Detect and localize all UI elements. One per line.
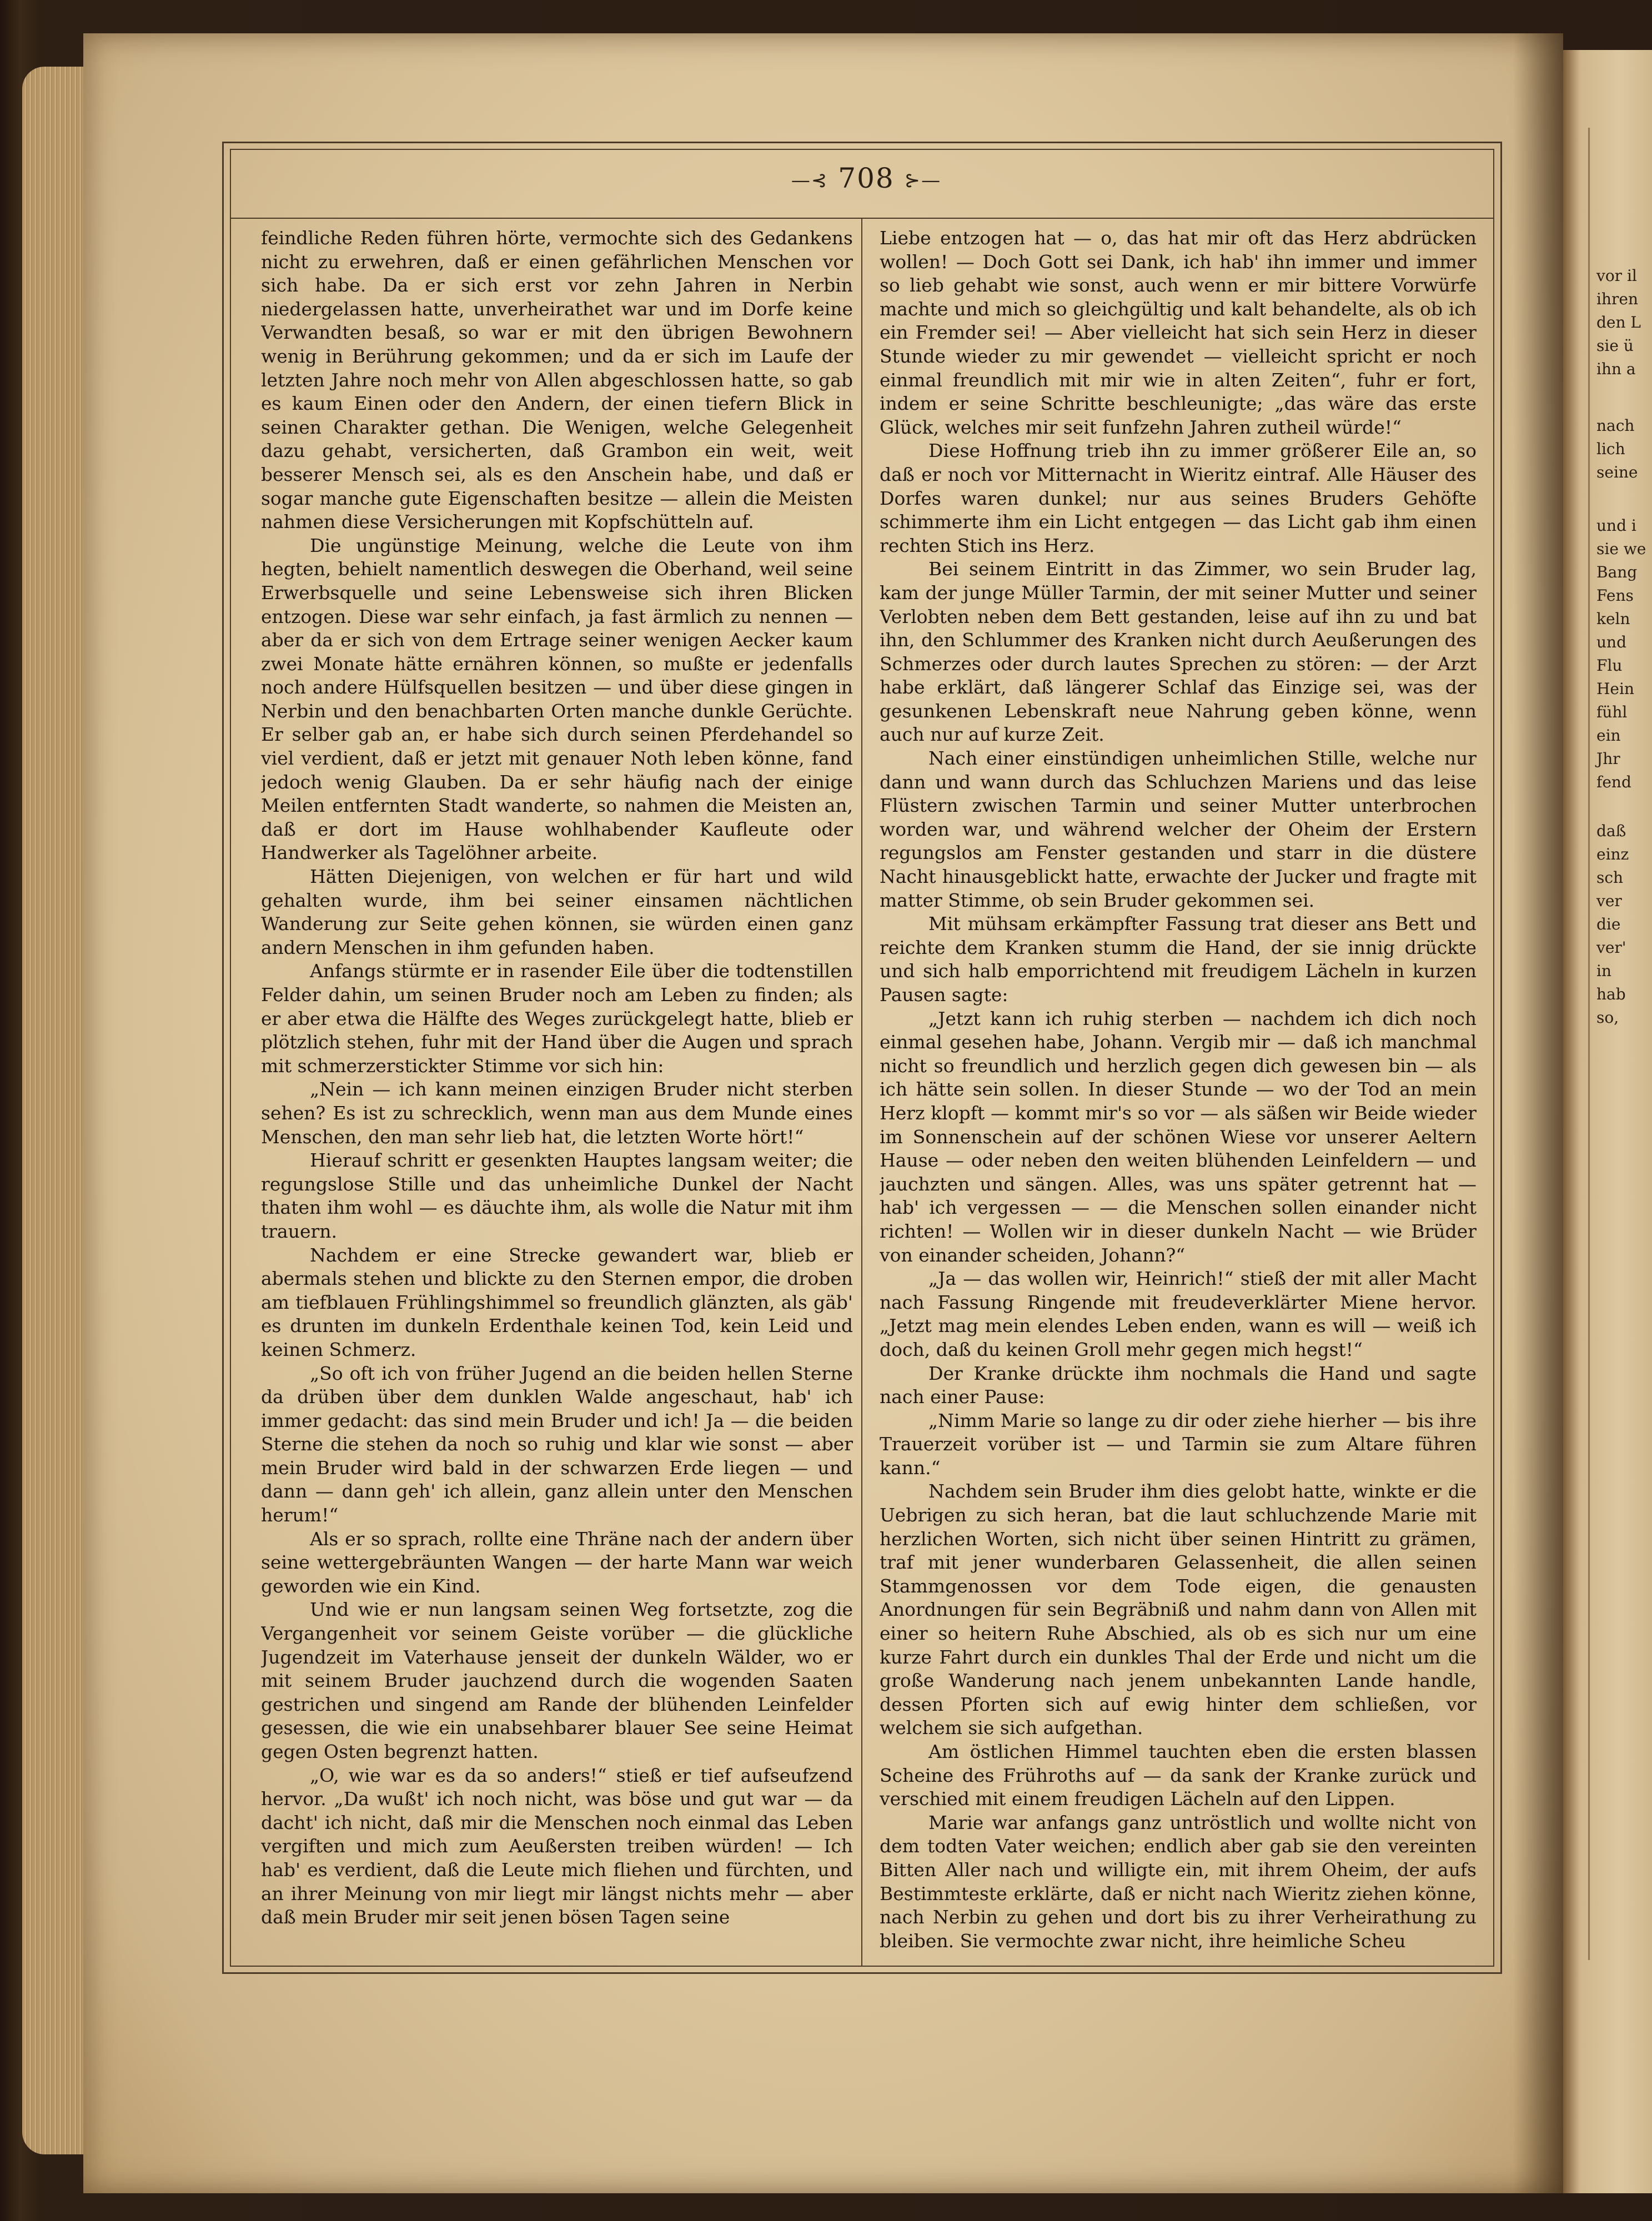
facing-page-fragment: und	[1596, 633, 1626, 651]
facing-page-fragment: sie we	[1596, 540, 1646, 558]
paragraph: Hierauf schritt er gesenkten Hauptes langsam weiter; die regungslose Stille und das unheimliche Dunkel der Nacht thaten ihm wohl — es däuchte ihm, als wolle die Natur mit ihm trauern.	[261, 1149, 853, 1242]
facing-page-fragment: ihren	[1596, 290, 1638, 308]
paragraph: Nachdem er eine Strecke gewandert war, blieb er abermals stehen und blickte zu den Sternen empor, die droben am tiefblauen Frühlingshimmel so freundlich glänzten, als gäb' es drunten im dunkeln Erdenthale keinen Tod, kein Leid und keinen Schmerz.	[261, 1244, 853, 1360]
facing-page-frame	[1588, 128, 1652, 1960]
facing-page-fragment: Hein	[1596, 680, 1634, 698]
paragraph: „So oft ich von früher Jugend an die beiden hellen Sterne da drüben über dem dunklen Walde angeschaut, hab' ich immer gedacht: das sind mein Bruder und ich! Ja — die beiden Sterne die stehen da noch so ruhig und klar wie sonst — aber mein Bruder wird bald in der schwarzen Erde liegen — und dann — dann geh' ich allein, ganz allein unter den Menschen herum!“	[261, 1362, 853, 1526]
facing-page-fragment: in	[1596, 962, 1611, 980]
paragraph: Marie war anfangs ganz untröstlich und wollte nicht von dem todten Vater weichen; endlich aber gab sie den vereinten Bitten Aller nach und willigte ein, mit ihrem Oheim, der aufs Bestimmteste erklärte, daß er nicht nach Wieritz ziehen könne, nach Nerbin zu gehen und dort bis zu ihrer Verheirathung zu bleiben. Sie vermochte zwar nicht, ihre heimliche Scheu	[880, 1811, 1477, 1952]
facing-page-fragment: Bang	[1596, 563, 1638, 581]
facing-page-fragment: die	[1596, 915, 1621, 933]
page-number	[766, 162, 966, 194]
facing-page-fragment: sie ü	[1596, 336, 1634, 355]
paragraph: Als er so sprach, rollte eine Thräne nach der andern über seine wettergebräunten Wangen — der harte Mann war weich geworden wie ein Kind.	[261, 1527, 853, 1597]
left-column	[261, 227, 853, 1962]
paragraph: Liebe entzogen hat — o, das hat mir oft das Herz abdrücken wollen! — Doch Gott sei Dank, ich hab' ihn immer und immer so lieb gehabt wie sonst, auch wenn er mir bittere Vorwürfe machte und mich so gleichgültig und kalt behandelte, als ob ich ein Fremder sei! — Aber vielleicht hat sich sein Herz in dieser Stunde wieder zu mir gewendet — vielleicht spricht er noch einmal freundlich mit mir wie in alten Zeiten“, fuhr er fort, indem er seine Schritte beschleunigte; „das wäre das erste Glück, welches mir seit funfzehn Jahren zutheil würde!“	[880, 227, 1477, 438]
facing-page-fragment: Fens	[1596, 586, 1634, 605]
paragraph: Der Kranke drückte ihm nochmals die Hand und sagte nach einer Pause:	[880, 1362, 1477, 1408]
facing-page-fragment: ein	[1596, 726, 1621, 745]
column-divider	[861, 218, 862, 1967]
facing-page-fragment: Jhr	[1596, 750, 1620, 768]
paragraph: Anfangs stürmte er in rasender Eile über die todtenstillen Felder dahin, um seinen Bruder noch am Leben zu finden; als er aber etwa die Hälfte des Weges zurückgelegt hatte, blieb er plötzlich stehen, fuhr mit der Hand über die Augen und sprach mit schmerzerstickter Stimme vor sich hin:	[261, 960, 853, 1077]
paragraph: Nach einer einstündigen unheimlichen Stille, welche nur dann und wann durch das Schluchzen Mariens und das leise Flüstern zwischen Tarmin und seiner Mutter unterbrochen worden war, und während welcher der Oheim der Erstern regungslos am Fenster gestanden und starr in die düstere Nacht hinausgeblickt hatte, erwachte der Jucker und fragte mit matter Stimme, ob sein Bruder gekommen sei.	[880, 747, 1477, 911]
paragraph: „Nein — ich kann meinen einzigen Bruder nicht sterben sehen? Es ist zu schrecklich, wenn man aus dem Munde eines Menschen, den man sehr lieb hat, die letzten Worte hört!“	[261, 1078, 853, 1148]
facing-page-fragment: fend	[1596, 773, 1631, 791]
right-column	[880, 227, 1477, 1962]
facing-page-fragment: fühl	[1596, 703, 1628, 721]
facing-page-fragment: lich	[1596, 440, 1625, 458]
paragraph: „Ja — das wollen wir, Heinrich!“ stieß der mit aller Macht nach Fassung Ringende mit freudeverklärter Miene hervor. „Jetzt mag mein elendes Leben enden, wann es will — weiß ich doch, daß du keinen Groll mehr gegen mich hegst!“	[880, 1268, 1477, 1360]
facing-page-fragment: nach	[1596, 416, 1635, 435]
paragraph: Nachdem sein Bruder ihm dies gelobt hatte, winkte er die Uebrigen zu sich heran, bat die laut schluchzende Marie mit herzlichen Worten, sich nicht über seinen Hintritt zu grämen, traf mit jener wunderbaren Gelassenheit, die allen seinen Stammgenossen vor dem Tode eigen, die genausten Anordnungen für sein Begräbniß und nahm dann von Allen mit einer so heitern Ruhe Abschied, als ob es sich nur um eine kurze Fahrt durch ein dunkles Thal der Erde und nicht um die große Wanderung nach jenem unbekannten Lande handle, dessen Pforten sich auf ewig hinter dem schließen, vor welchem sie sich aufgethan.	[880, 1480, 1477, 1739]
page-number-value: 708	[838, 162, 895, 194]
facing-page-edge	[1563, 50, 1652, 2193]
facing-page-fragment: keln	[1596, 610, 1630, 628]
facing-page-fragment: seine	[1596, 463, 1638, 481]
facing-page-fragment: ver	[1596, 892, 1622, 910]
paragraph: „Jetzt kann ich ruhig sterben — nachdem ich dich noch einmal gesehen habe, Johann. Vergib mir — daß ich manchmal nicht so freundlich und herzlich gegen dich gewesen bin — als ich hätte sein sollen. In dieser Stunde — wo der Tod an mein Herz klopft — kommt mir's so vor — als säßen wir Beide wieder im Sonnenschein auf der schönen Wiese vor unserer Aeltern Hause — oder neben den weiten blühenden Leinfeldern — und jauchzten und sängen. Alles, was uns später getrennt hat — hab' ich vergessen — — die Menschen sollen einander nicht richten! — Wollen wir in dieser dunkeln Nacht — wie Brüder von einander scheiden, Johann?“	[880, 1007, 1477, 1266]
paragraph: Und wie er nun langsam seinen Weg fortsetzte, zog die Vergangenheit vor seinem Geiste vorüber — die glückliche Jugendzeit im Vaterhause jenseit der dunkeln Wälder, wo er mit seinem Bruder jauchzend durch die wogenden Saaten gestrichen und singend am Rande der blühenden Leinfelder gesessen, die wie ein unabsehbarer blauer See seine Heimat gegen Osten begrenzt hatten.	[261, 1599, 853, 1762]
facing-page-fragment: und i	[1596, 516, 1636, 535]
paragraph: „Nimm Marie so lange zu dir oder ziehe hierher — bis ihre Trauerzeit vorüber ist — und Tarmin sie zum Altare führen kann.“	[880, 1409, 1477, 1479]
facing-page-fragment: hab	[1596, 985, 1626, 1003]
ornament-left-icon: —⊰	[791, 169, 828, 192]
facing-page-fragment: Flu	[1596, 656, 1623, 675]
paragraph: Am östlichen Himmel tauchten eben die ersten blassen Scheine des Frühroths auf — da sank der Kranke zurück und verschied mit einem freudigen Lächeln auf den Lippen.	[880, 1741, 1477, 1810]
ornament-right-icon: ⊱—	[904, 169, 942, 192]
paragraph: feindliche Reden führen hörte, vermochte sich des Gedankens nicht zu erwehren, daß er einen gefährlichen Menschen vor sich habe. Da er sich erst vor zehn Jahren in Nerbin niedergelassen hatte, unverheirathet war und im Dorfe keine Verwandten besaß, so war er mit den übrigen Bewohnern wenig in Berührung gekommen; und da er sich im Laufe der letzten Jahre noch mehr von Allen abgeschlossen hatte, so gab es kaum Einen oder den Andern, der einen tiefern Blick in seinen Charakter gethan. Die Wenigen, welche Gelegenheit dazu gehabt, versicherten, daß Grambon ein weit, weit besserer Mensch sei, als es den Anschein habe, und daß er sogar manche gute Eigenschaften besitze — allein die Meisten nahmen diese Versicherungen mit Kopfschütteln auf.	[261, 227, 853, 533]
facing-page-fragment: so,	[1596, 1008, 1619, 1027]
facing-page-fragment: daß	[1596, 822, 1626, 840]
facing-page-fragment: den L	[1596, 313, 1641, 331]
gutter-shadow	[1513, 33, 1563, 2193]
paragraph: „O, wie war es da so anders!“ stieß er tief aufseufzend hervor. „Da wußt' ich noch nicht, was böse und gut war — da dacht' ich nicht, daß mir die Menschen noch einmal das Leben vergiften und mich zum Aeußersten treiben würden! — Ich hab' es verdient, daß die Leute mich fliehen und fürchten, und an ihrer Meinung von mir liegt mir längst nichts mehr — aber daß mein Bruder mir seit jenen bösen Tagen seine	[261, 1764, 853, 1928]
paragraph: Bei seinem Eintritt in das Zimmer, wo sein Bruder lag, kam der junge Müller Tarmin, der mit seiner Mutter und seiner Verlobten neben dem Bett gestanden, leise auf ihn zu und bat ihn, den Schlummer des Kranken nicht durch Aeußerungen des Schmerzes oder durch lautes Sprechen zu stören: — der Arzt habe erklärt, daß längerer Schlaf das Einzige sei, was der gesunkenen Lebenskraft neue Nahrung geben könne, wenn auch nur auf kurze Zeit.	[880, 558, 1477, 746]
paragraph: Die ungünstige Meinung, welche die Leute von ihm hegten, behielt namentlich deswegen die Oberhand, weil seine Erwerbsquelle und seine Lebensweise sich ihren Blicken entzogen. Diese war sehr einfach, ja fast ärmlich zu nennen — aber da er sich von dem Ertrage seiner wenigen Aecker kaum zwei Monate hätte ernähren können, so mußte er jedenfalls noch andere Hülfsquellen besitzen — und über diese gingen in Nerbin und den benachbarten Orten manche dunkle Gerüchte. Er selber gab an, er habe sich durch seinen Pferdehandel so viel verdient, daß er jetzt mit genauer Noth leben könne, fand jedoch wenig Glauben. Da er sehr häufig nach der einige Meilen entfernten Stadt wanderte, so nahmen die Meisten an, daß er dort im Hause wohlhabender Kaufleute oder Handwerker als Tagelöhner arbeite.	[261, 534, 853, 864]
paragraph: Mit mühsam erkämpfter Fassung trat dieser ans Bett und reichte dem Kranken stumm die Hand, der sie innig drückte und sich halb emporrichtend mit freudigem Lächeln in kurzen Pausen sagte:	[880, 913, 1477, 1006]
paragraph: Hätten Diejenigen, von welchen er für hart und wild gehalten wurde, ihm bei seiner einsamen nächtlichen Wanderung zur Seite gehen können, sie würden einen ganz andern Menschen in ihm gefunden haben.	[261, 866, 853, 958]
facing-page-fragment: sch	[1596, 868, 1624, 887]
facing-page-fragment: vor il	[1596, 267, 1637, 285]
paragraph: Diese Hoffnung trieb ihn zu immer größerer Eile an, so daß er noch vor Mitternacht in Wieritz eintraf. Alle Häuser des Dorfes waren dunkel; nur aus seines Bruders Gehöfte schimmerte ihm ein Licht entgegen — das Licht gab ihm einen rechten Stich ins Herz.	[880, 440, 1477, 556]
facing-page-fragment: einz	[1596, 845, 1629, 863]
facing-page-fragment: ihn a	[1596, 360, 1636, 378]
facing-page-fragment: ver'	[1596, 938, 1626, 957]
